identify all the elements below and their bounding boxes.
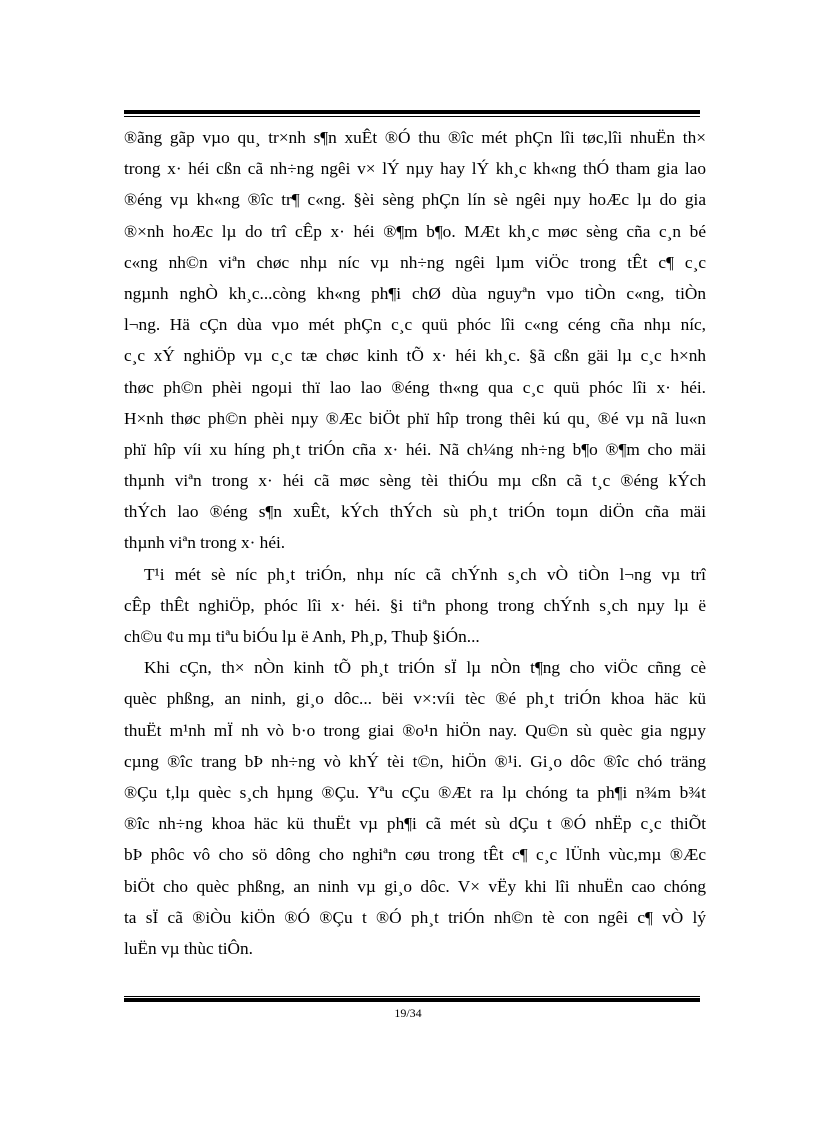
text-line: thÝch lao ®éng s¶n xuÊt, kÝch thÝch sù ph¸t triÓn toµn diÖn cña mäi <box>124 502 706 522</box>
text-line: thuËt m¹nh mÏ nh vò b·o trong giai ®o¹n hiÖn nay. Qu©n sù quèc gia ngµy <box>124 720 706 740</box>
footer-double-rule <box>124 996 700 1003</box>
header-rule-thick <box>124 110 700 114</box>
text-line: bÞ phôc vô cho sö dông cho nghiªn cøu trong tÊt c¶ c¸c lÜnh vùc,mµ ®Æc <box>124 845 706 865</box>
text-line: thµnh viªn trong x· héi cã møc sèng tèi thiÓu mµ cßn cã t¸c ®éng kÝch <box>124 471 706 491</box>
footer-rule-thin <box>124 996 700 997</box>
text-line: quèc phßng, an ninh, gi¸o dôc... bëi v×:víi tèc ®é ph¸t triÓn khoa häc kü <box>124 689 706 709</box>
text-line: ®ãng gãp vµo qu¸ tr×nh s¶n xuÊt ®Ó thu ®îc mét phÇn lîi tøc,lîi nhuËn th× <box>124 128 706 147</box>
text-line: cµng ®îc trang bÞ nh÷ng vò khÝ tèi t©n, hiÖn ®¹i. Gi¸o dôc ®îc chó träng <box>124 751 706 771</box>
text-line: thµnh viªn trong x· héi. <box>124 533 286 553</box>
text-line: H×nh thøc ph©n phèi nµy ®Æc biÖt phï hîp trong thêi kú qu¸ ®é vµ nã lu«n <box>124 408 706 428</box>
header-rule-thin <box>124 116 700 117</box>
text-line: cÊp thÊt nghiÖp, phóc lîi x· héi. §i tiªn phong trong chÝnh s¸ch nµy lµ ë <box>124 595 706 615</box>
text-line: phï hîp víi xu híng ph¸t triÓn cña x· héi. Nã ch¼ng nh÷ng b¶o ®¶m cho mäi <box>124 439 706 459</box>
text-line: T¹i mét sè níc ph¸t triÓn, nhµ níc cã chÝnh s¸ch vÒ tiÒn l¬ng vµ trî <box>144 564 706 584</box>
text-line: c¸c xÝ nghiÖp vµ c¸c tæ chøc kinh tÕ x· héi kh¸c. §ã cßn gäi lµ c¸c h×nh <box>124 346 706 366</box>
text-line: thøc ph©n phèi ngoµi thï lao lao ®éng th«ng qua c¸c quü phóc lîi x· héi. <box>124 377 706 397</box>
text-line: ®×nh hoÆc lµ do trî cÊp x· héi ®¶m b¶o. MÆt kh¸c møc sèng cña c¸n bé <box>124 221 706 241</box>
text-line: Khi cÇn, th× nÒn kinh tÕ ph¸t triÓn sÏ lµ nÒn t¶ng cho viÖc cñng cè <box>144 658 706 678</box>
footer-rule-thick <box>124 998 700 1002</box>
text-line: l¬ng. Hä cÇn dùa vµo mét phÇn c¸c quü phóc lîi c«ng céng cña nhµ níc, <box>124 315 706 335</box>
text-line: ch©u ¢u mµ tiªu biÓu lµ ë Anh, Ph¸p, Thuþ §iÓn... <box>124 627 480 646</box>
header-double-rule <box>124 110 700 117</box>
text-line: ta sÏ cã ®iÒu kiÖn ®Ó ®Çu t ®Ó ph¸t triÓn nh©n tè con ngêi c¶ vÒ lý <box>124 907 706 927</box>
body-text <box>124 122 706 964</box>
text-line: luËn vµ thùc tiÔn. <box>124 938 253 958</box>
text-line: ®îc nh÷ng khoa häc kü thuËt vµ ph¶i cã mét sù dÇu t ®Ó nhËp c¸c thiÕt <box>124 814 706 834</box>
text-line: ®éng vµ kh«ng ®îc tr¶ c«ng. §èi sèng phÇn lín sè ngêi nµy hoÆc lµ do gia <box>124 190 706 210</box>
text-line: ®Çu t,lµ quèc s¸ch hµng ®Çu. Yªu cÇu ®Æt ra lµ chóng ta ph¶i n¾m b¾t <box>124 782 706 802</box>
text-line: biÖt cho quèc phßng, an ninh vµ gi¸o dôc. V× vËy khi lîi nhuËn cao chóng <box>124 876 706 896</box>
page-number: 19/34 <box>394 1006 422 1020</box>
text-line: c«ng nh©n viªn chøc nhµ níc vµ nh÷ng ngêi lµm viÖc trong tÊt c¶ c¸c <box>124 252 706 272</box>
text-line: ngµnh nghÒ kh¸c...còng kh«ng ph¶i chØ dùa nguyªn vµo tiÒn c«ng, tiÒn <box>124 283 706 303</box>
text-line: trong x· héi cßn cã nh÷ng ngêi v× lÝ nµy hay lÝ kh¸c kh«ng thÓ tham gia lao <box>124 159 706 179</box>
